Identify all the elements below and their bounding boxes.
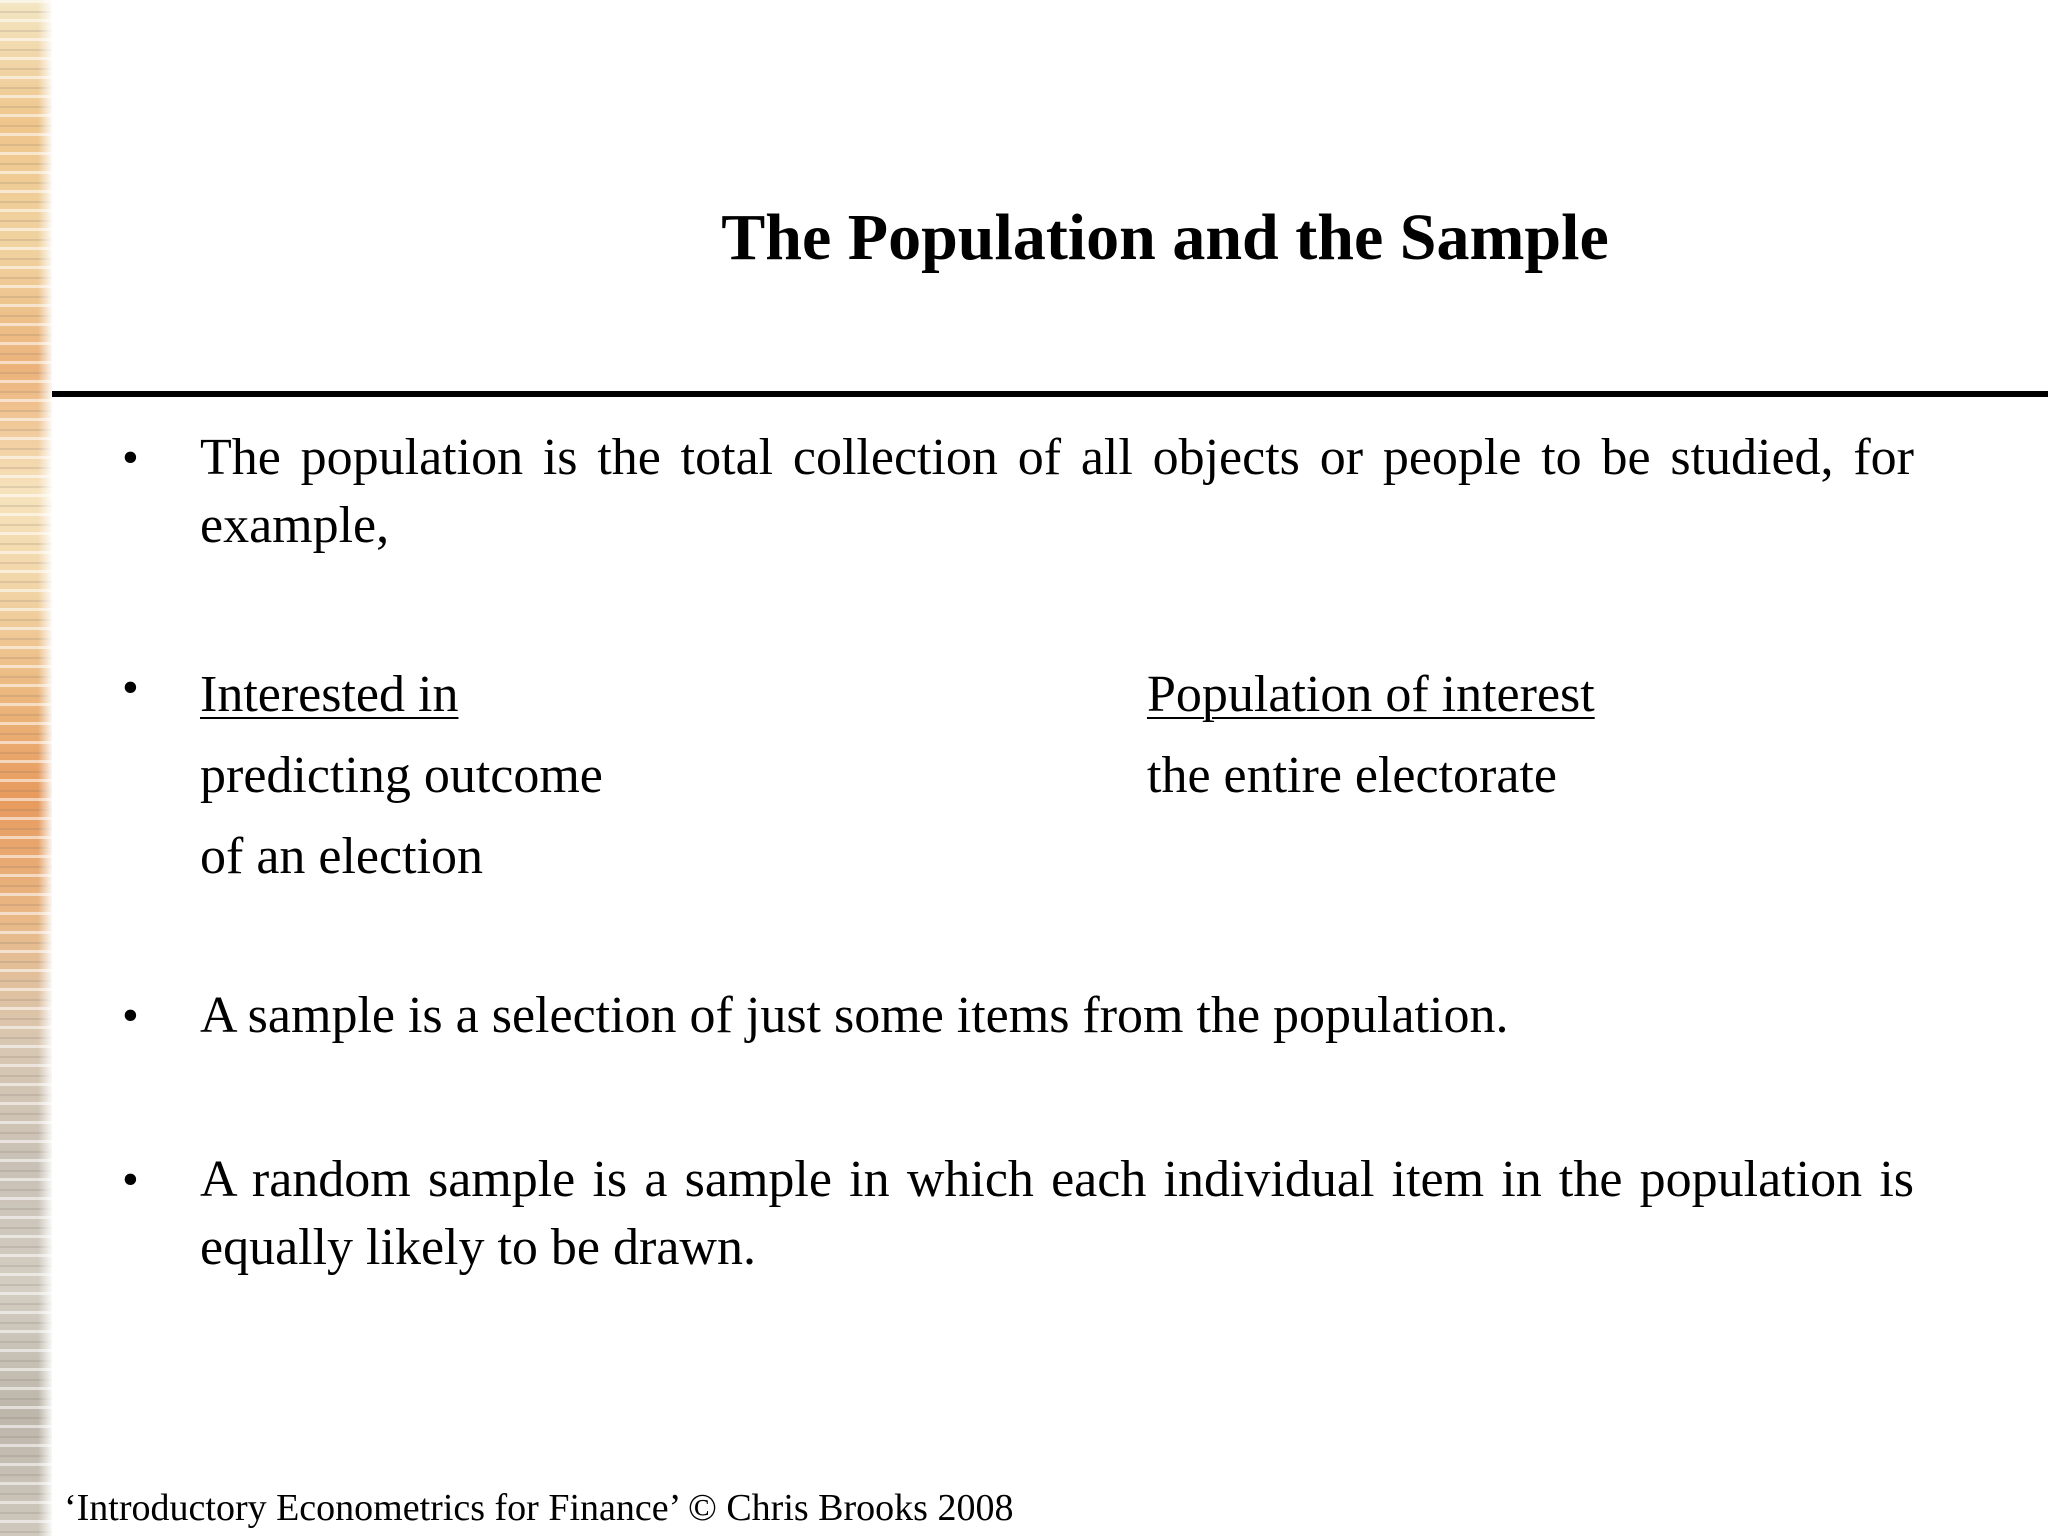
population-of-interest-header: Population of interest bbox=[1147, 666, 1595, 723]
title-divider bbox=[52, 391, 2048, 397]
bullet-text-sample: A sample is a selection of just some items from the population. bbox=[200, 987, 1509, 1044]
bullet-marker-1: • bbox=[122, 431, 139, 484]
bullet-text-random-sample: A random sample is a sample in which each individual item in the population is equally likely to be drawn. bbox=[200, 1151, 1914, 1276]
population-of-interest-column bbox=[1147, 654, 1595, 816]
population-of-interest-line-1: the entire electorate bbox=[1147, 747, 1557, 804]
interested-in-line-2: of an election bbox=[200, 828, 483, 885]
bullet-marker-3: • bbox=[122, 989, 139, 1042]
footer-copyright: ‘Introductory Econometrics for Finance’ © Chris Brooks 2008 bbox=[64, 1487, 1014, 1529]
bullet-text-population: The population is the total collection of all objects or people to be studied, for example, bbox=[200, 429, 1914, 554]
interested-in-header: Interested in bbox=[200, 666, 459, 723]
interested-in-line-1: predicting outcome bbox=[200, 747, 603, 804]
interested-in-column bbox=[200, 654, 603, 897]
decorative-side-strip bbox=[0, 0, 52, 1536]
bullet-marker-2: • bbox=[122, 661, 139, 714]
slide-title: The Population and the Sample bbox=[721, 201, 1609, 274]
bullet-marker-4: • bbox=[122, 1153, 139, 1206]
